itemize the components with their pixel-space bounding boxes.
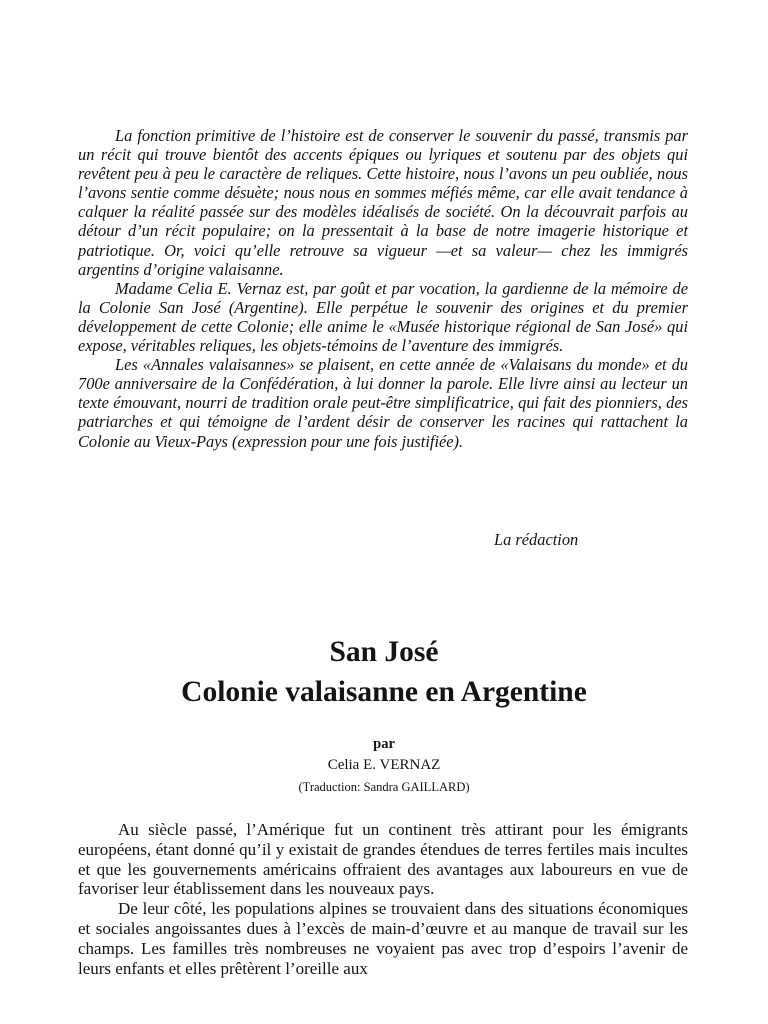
intro-paragraph: Madame Celia E. Vernaz est, par goût et par vocation, la gardienne de la mémoire de la Colonie San José (Argentine). Elle perpétue le souvenir des origines et du premier développement de cette Colonie; elle anime le «Musée historique régional de San José» qui expose, véritables reliques, les objets-témoins de l’aventure des immigrés.	[78, 278, 688, 356]
body-paragraph: De leur côté, les populations alpines se trouvaient dans des situations économiques et sociales angoissantes dues à l’excès de main-d’œuvre et au manque de travail sur les champs. Les familles très nombreuses ne voyaient pas avec trop d’espoirs l’avenir de leurs enfants et elles prêtèrent l’oreille aux	[78, 899, 688, 978]
byline-by: par	[373, 736, 395, 752]
editorial-signature: La rédaction	[494, 530, 579, 549]
intro-paragraph: La fonction primitive de l’histoire est de conserver le souvenir du passé, transmis par un récit qui trouve bientôt des accents épiques ou lyriques et soutenu par des objets qui revêtent peu à peu le caractère de reliques. Cette histoire, nous l’avons un peu oubliée, nous l’avons sentie comme désuète; nous nous en sommes méfiés même, car elle avait tendance à calquer la réalité passée sur des modèles idéalisés de société. On la découvrait parfois au détour d’un récit populaire; on la pressentait à la base de notre imagerie historique et patriotique. Or, voici qu’elle retrouve sa vigueur —et sa valeur— chez les immigrés argentins d’origine valaisanne.	[78, 126, 688, 279]
title-line-1: San José	[329, 636, 439, 668]
author-name: Celia E. VERNAZ	[327, 757, 441, 773]
body-paragraph: Au siècle passé, l’Amérique fut un continent très attirant pour les émigrants européens, étant donné qu’il y existait de grandes étendues de terres fertiles mais incultes et que les gouvernements américains offraient des avantages aux laboureurs en vue de favoriser leur établissement dans les nouveaux pays.	[78, 820, 688, 899]
article-title	[0, 632, 768, 712]
title-line-2: Colonie valaisanne en Argentine	[181, 676, 587, 708]
editorial-introduction	[78, 126, 688, 451]
translation-credit: (Traduction: Sandra GAILLARD)	[298, 780, 470, 794]
article-body	[78, 820, 688, 978]
intro-paragraph: Les «Annales valaisannes» se plaisent, en cette année de «Valaisans du monde» et du 700e anniversaire de la Confédération, à lui donner la parole. Elle livre ainsi au lecteur un texte émouvant, nourri de tradition orale peut-être simplificatrice, qui fait des pionniers, des patriarches et qui témoigne de l’ardent désir de conserver les racines qui rattachent la Colonie au Vieux-Pays (expression pour une fois justifiée).	[78, 355, 688, 451]
